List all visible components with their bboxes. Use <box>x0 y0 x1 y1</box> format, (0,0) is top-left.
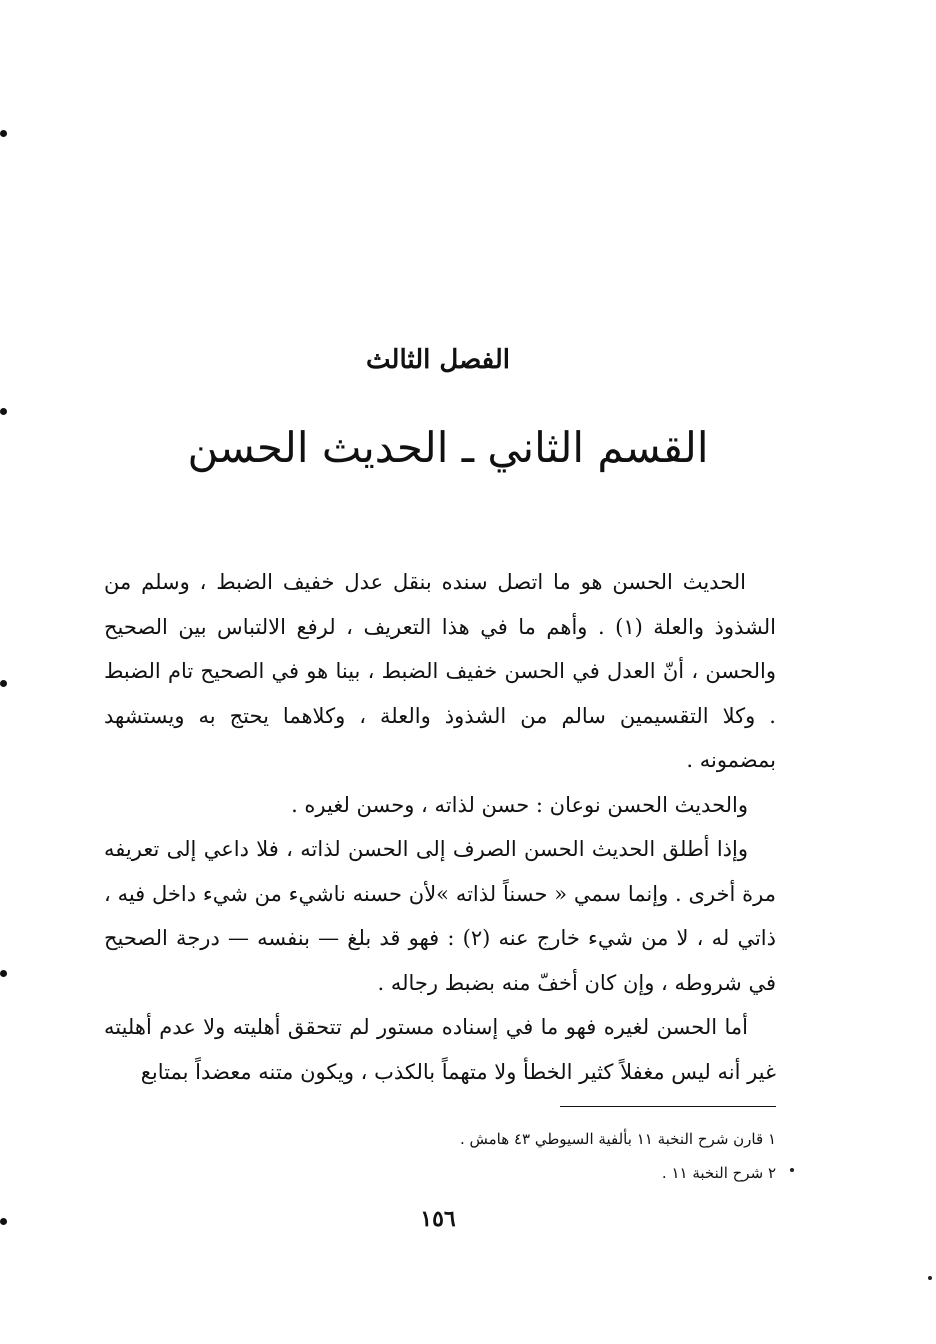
paragraph-hasan-li-dhatihi: وإذا أطلق الحديث الحسن الصرف إلى الحسن لذاته ، فلا داعي إلى تعريفه مرة أخرى . وإنما سمي « حسناً لذاته »لأن حسنه ناشيء من شيء داخل فيه ، ذاتي له ، لا من شيء خارج عنه (٢) : فهو قد بلغ — بنفسه — درجة الصحيح في شروطه ، وإن كان أخفّ منه بضبط رجاله . <box>104 837 776 995</box>
section-title: القسم الثاني ـ الحديث الحسن <box>187 423 709 472</box>
footnote-2: ٢ شرح النخبة ١١ . <box>661 1164 776 1182</box>
paragraph-definition: الحديث الحسن هو ما اتصل سنده بنقل عدل خفيف الضبط ، وسلم من الشذوذ والعلة (١) . وأهم ما في هذا التعريف ، لرفع الالتباس بين الصحيح والحسن ، أنّ العدل في الحسن خفيف الضبط ، بينا هو في الصحيح تام الضبط . وكلا التقسيمين سالم من الشذوذ والعلة ، وكلاهما يحتج به ويستشهد بمضمونه . <box>104 570 776 772</box>
paragraph-hasan-li-ghayrihi: أما الحسن لغيره فهو ما في إسناده مستور لم تتحقق أهليته ولا عدم أهليته غير أنه ليس مغفلاً كثير الخطأ ولا متهماً بالكذب ، ويكون متنه معضداً بمتابع <box>104 1015 776 1084</box>
footnote-divider <box>560 1106 776 1107</box>
binding-hole-mark <box>0 408 7 415</box>
binding-hole-mark <box>0 680 7 687</box>
binding-hole-mark <box>0 1218 7 1225</box>
footnote-1: ١ قارن شرح النخبة ١١ بألفية السيوطي ٤٣ هامش . <box>459 1130 776 1148</box>
chapter-label: الفصل الثالث <box>366 345 510 375</box>
ink-speck <box>790 1168 794 1172</box>
footnotes <box>200 1122 776 1190</box>
body-text <box>104 560 776 1094</box>
page-number: ١٥٦ <box>420 1206 456 1232</box>
binding-hole-mark <box>0 130 7 137</box>
paragraph-types: والحديث الحسن نوعان : حسن لذاته ، وحسن لغيره . <box>291 792 748 817</box>
binding-hole-mark <box>0 970 7 977</box>
ink-speck <box>928 1276 932 1280</box>
